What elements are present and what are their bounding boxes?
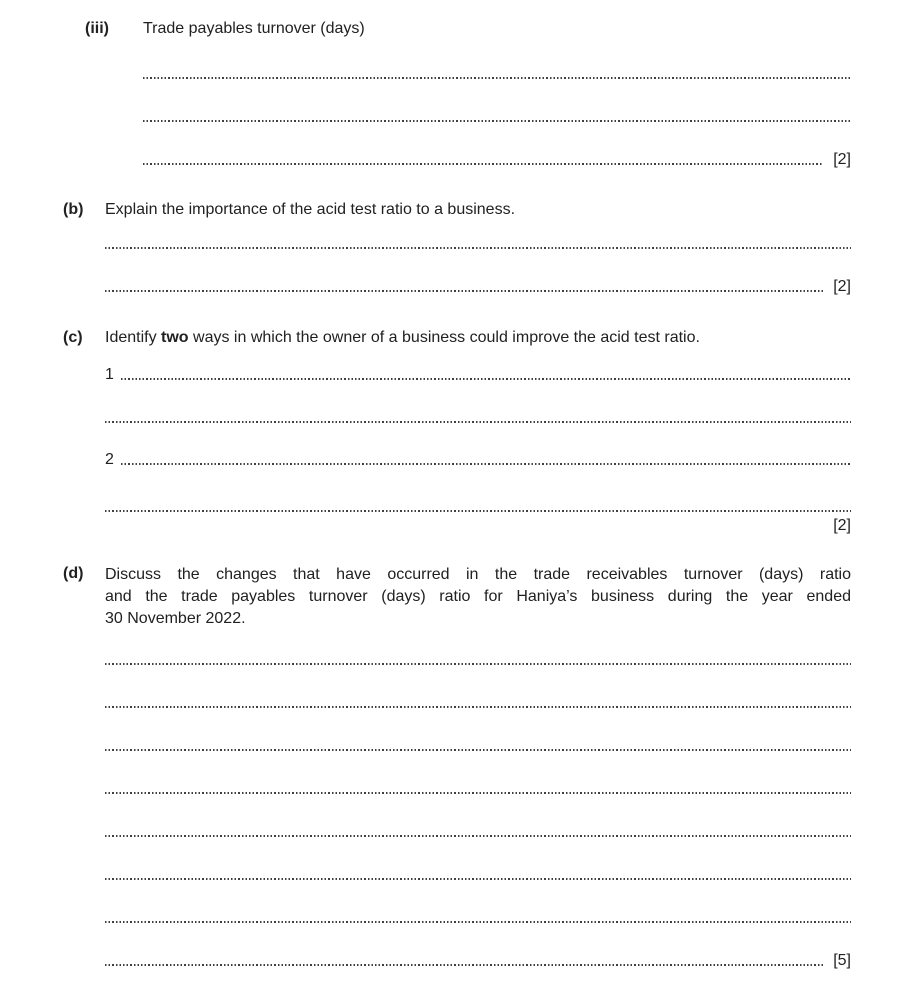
part-prompt-d — [105, 564, 851, 630]
prompt-text: ways in which the owner of a business could improve the acid test ratio. — [188, 329, 700, 346]
dotted-answer-line — [105, 247, 851, 249]
dotted-answer-line — [105, 290, 823, 292]
prompt-bold-text: two — [161, 329, 189, 346]
answer-line — [143, 83, 851, 126]
dotted-answer-line — [105, 878, 851, 880]
dotted-answer-line — [121, 378, 851, 380]
part-label-b: (b) — [63, 201, 84, 218]
dotted-answer-line — [105, 835, 851, 837]
prompt-line: Discuss the changes that have occurred in the trade receivables turnover (days) ratio — [105, 566, 851, 583]
dotted-answer-line — [105, 921, 851, 923]
dotted-answer-line — [105, 706, 851, 708]
question-part-aiii — [0, 19, 906, 169]
part-prompt-b: Explain the importance of the acid test ratio to a business. — [105, 201, 516, 218]
marks-badge-aiii: [2] — [833, 151, 851, 168]
answer-line — [143, 39, 851, 83]
answer-line — [143, 126, 851, 169]
prompt-line: 30 November 2022. — [105, 610, 246, 627]
dotted-answer-line — [105, 964, 823, 966]
dotted-answer-line — [143, 77, 851, 79]
answer-line — [105, 841, 851, 884]
answer-line — [105, 253, 851, 296]
part-prompt-aiii: Trade payables turnover (days) — [143, 20, 365, 37]
prompt-text: Identify — [105, 329, 162, 346]
marks-badge-c: [2] — [833, 517, 851, 534]
answer-line — [105, 712, 851, 755]
answer-line — [105, 927, 851, 970]
dotted-answer-line — [121, 463, 851, 465]
dotted-answer-line — [105, 421, 851, 423]
part-label-aiii: (iii) — [85, 20, 109, 37]
answer-line — [105, 220, 851, 253]
dotted-answer-line — [105, 663, 851, 665]
question-part-b — [0, 200, 906, 296]
answer-line — [105, 630, 851, 669]
answer-line — [105, 469, 851, 516]
answer-line — [105, 384, 851, 427]
answer-line — [105, 884, 851, 927]
answer-line — [105, 427, 851, 469]
question-part-d — [0, 564, 906, 970]
dotted-answer-line — [143, 120, 851, 122]
answer-line — [105, 755, 851, 798]
marks-badge-b: [2] — [833, 278, 851, 295]
answer-line-number: 2 — [105, 451, 114, 468]
answer-line — [105, 348, 851, 384]
marks-badge-d: [5] — [833, 952, 851, 969]
answer-line-number: 1 — [105, 366, 114, 383]
prompt-line: and the trade payables turnover (days) ratio for Haniya’s business during the year ended — [105, 588, 851, 605]
part-label-d: (d) — [63, 565, 84, 582]
question-part-c — [0, 328, 906, 538]
dotted-answer-line — [105, 792, 851, 794]
part-prompt-c — [105, 328, 851, 348]
dotted-answer-line — [105, 749, 851, 751]
dotted-answer-line — [105, 510, 851, 512]
answer-line — [105, 798, 851, 841]
answer-line — [105, 669, 851, 712]
dotted-answer-line — [143, 163, 823, 165]
part-label-c: (c) — [63, 329, 83, 346]
